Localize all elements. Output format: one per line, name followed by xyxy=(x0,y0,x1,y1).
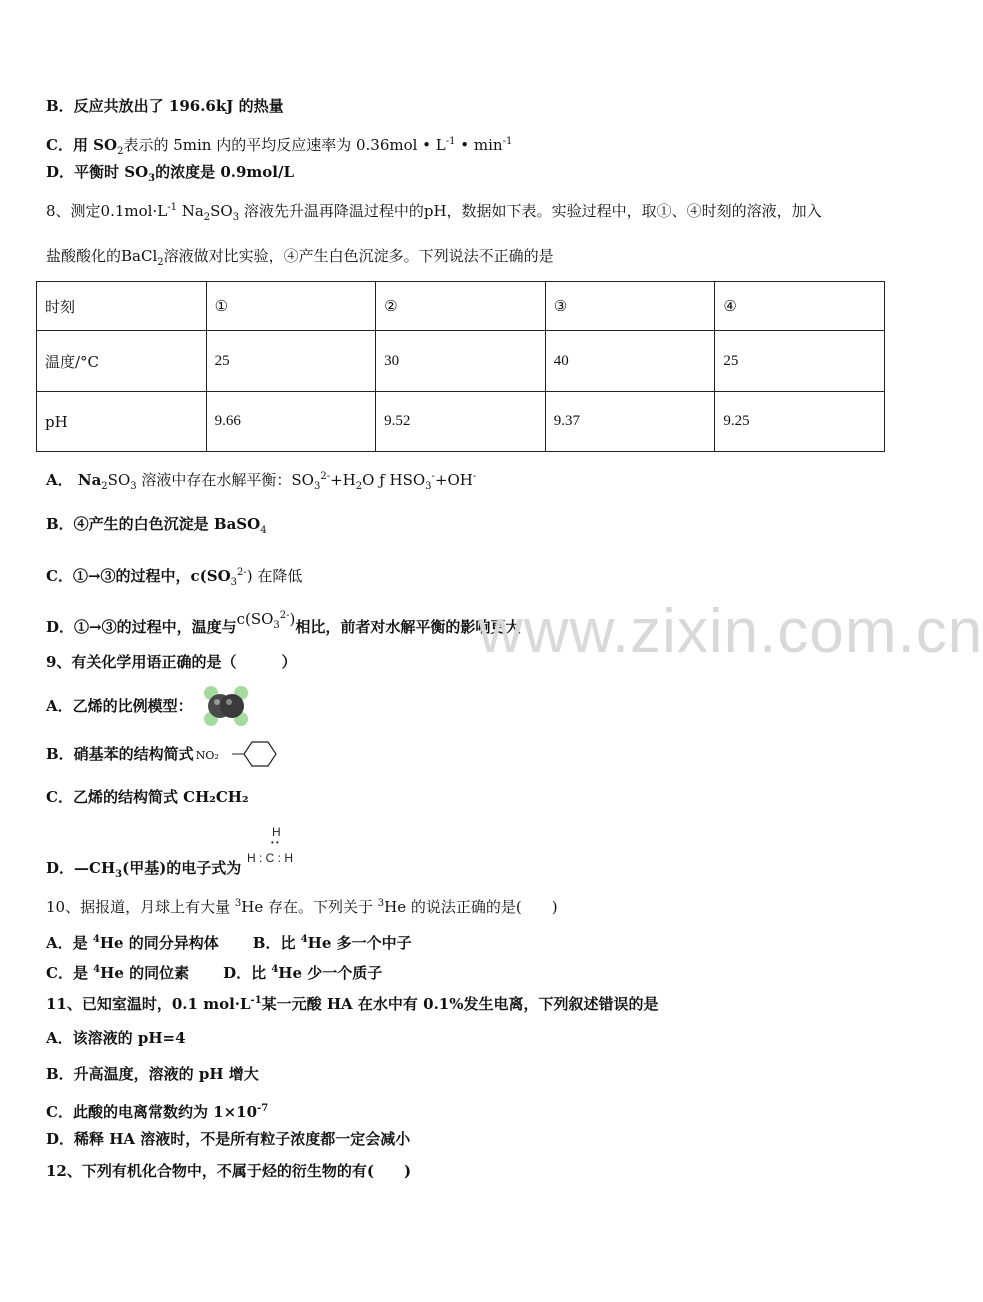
methyl-electron-formula xyxy=(247,825,311,869)
table-cell: 25 xyxy=(715,331,885,392)
q12-stem: 12、下列有机化合物中，不属于烃的衍生物的有( ) xyxy=(46,1162,412,1180)
q9-option-c: C．乙烯的结构简式 CH₂CH₂ xyxy=(46,788,249,806)
nitro-group-label: NO₂ xyxy=(195,749,219,762)
concentration-term: $c(SO_3^{2-})$ xyxy=(236,610,296,631)
q10-option-b: B．比 $^4$He 多一个中子 xyxy=(252,934,412,952)
table-cell: 40 xyxy=(545,331,715,392)
q8-stem-line1: 8、测定$0.1mol\cdot L^{-1}$ $Na_2SO_3$ 溶液先升温再降温过程中的pH，数据如下表。实验过程中，取①、④时刻的溶液，加入 xyxy=(46,202,822,223)
q8-option-b: B．④产生的白色沉淀是 BaSO$_4$ xyxy=(46,515,267,536)
q8-option-d: D．①→③的过程中，温度与$c(SO_3^{2-})$相比，前者对水解平衡的影响更大 xyxy=(46,610,521,636)
q7-option-b: B．反应共放出了 196.6kJ 的热量 xyxy=(46,97,284,115)
q7-option-d: D．平衡时 $SO_3$的浓度是 0.9mol/L xyxy=(46,163,295,184)
q10-stem: 10、据报道，月球上有大量 $^3$He 存在。下列关于 $^3$He 的说法正确的是( ) xyxy=(46,898,558,916)
table-header-cell: ④ xyxy=(715,282,885,331)
q10-options-row1 xyxy=(46,930,412,953)
table-header-cell: ① xyxy=(206,282,376,331)
q8-option-a: A． $Na_2SO_3$ 溶液中存在水解平衡：$SO_3^{2-}+H_2O$ ƒ $HSO_3^-+OH^-$ xyxy=(46,471,477,492)
q11-option-c: C．此酸的电离常数约为 $1\times 10^{-7}$ xyxy=(46,1103,269,1121)
ethylene-space-filling-model-icon xyxy=(201,684,251,728)
table-row-label: pH xyxy=(37,392,207,452)
table-cell: 25 xyxy=(206,331,376,392)
q7-option-c: C．用 $SO_2$表示的 5min 内的平均反应速率为 0.36mol • $L^{-1}$ • $\min^{-1}$ xyxy=(46,136,513,157)
table-header-cell: ③ xyxy=(545,282,715,331)
table-row-label: 温度/°C xyxy=(37,331,207,392)
q10-option-c: C．是 $^4$He 的同位素 xyxy=(46,964,190,982)
watermark: www.zixin.com.cn xyxy=(478,597,983,666)
q8-option-c: C．①→③的过程中，$c(SO_3^{2-})$ 在降低 xyxy=(46,567,303,588)
table-row-ph xyxy=(37,392,885,452)
table-cell: 9.66 xyxy=(206,392,376,452)
q11-option-d: D．稀释 HA 溶液时，不是所有粒子浓度都一定会减小 xyxy=(46,1130,411,1148)
q10-option-d: D．比 $^4$He 少一个质子 xyxy=(223,964,383,982)
q10-options-row2 xyxy=(46,960,382,983)
q9-option-d: D．$—CH_3$(甲基)的电子式为 xyxy=(46,859,242,880)
table-cell: 9.37 xyxy=(545,392,715,452)
q8-stem-line2: 盐酸酸化的BaCl$_2$溶液做对比实验，④产生白色沉淀多。下列说法不正确的是 xyxy=(46,247,554,268)
table-cell: 9.25 xyxy=(715,392,885,452)
table-header-row xyxy=(37,282,885,331)
electron-pair-dots: • • xyxy=(271,838,279,847)
table-header-cell: 时刻 xyxy=(37,282,207,331)
table-header-cell: ② xyxy=(376,282,546,331)
q11-stem: 11、已知室温时，0.1 $mol\cdot L^{-1}$某一元酸 HA 在水中有 0.1%发生电离，下列叙述错误的是 xyxy=(46,995,659,1013)
q9-option-b: B．硝基苯的结构简式 NO₂ xyxy=(46,745,219,763)
q9-option-a: A．乙烯的比例模型： xyxy=(46,697,193,715)
electron-formula-row: H : C : H xyxy=(247,851,294,865)
q11-option-b: B．升高温度，溶液的 pH 增大 xyxy=(46,1065,259,1083)
benzene-ring-icon xyxy=(232,739,280,769)
table-cell: 30 xyxy=(376,331,546,392)
q11-option-a: A．该溶液的 pH=4 xyxy=(46,1029,186,1047)
q10-option-a: A．是 $^4$He 的同分异构体 xyxy=(46,934,219,952)
electron-formula-h-top: H xyxy=(272,825,281,839)
table-cell: 9.52 xyxy=(376,392,546,452)
ph-data-table xyxy=(36,281,885,452)
table-row-temperature xyxy=(37,331,885,392)
q9-stem: 9、有关化学用语正确的是（ ） xyxy=(46,653,297,671)
